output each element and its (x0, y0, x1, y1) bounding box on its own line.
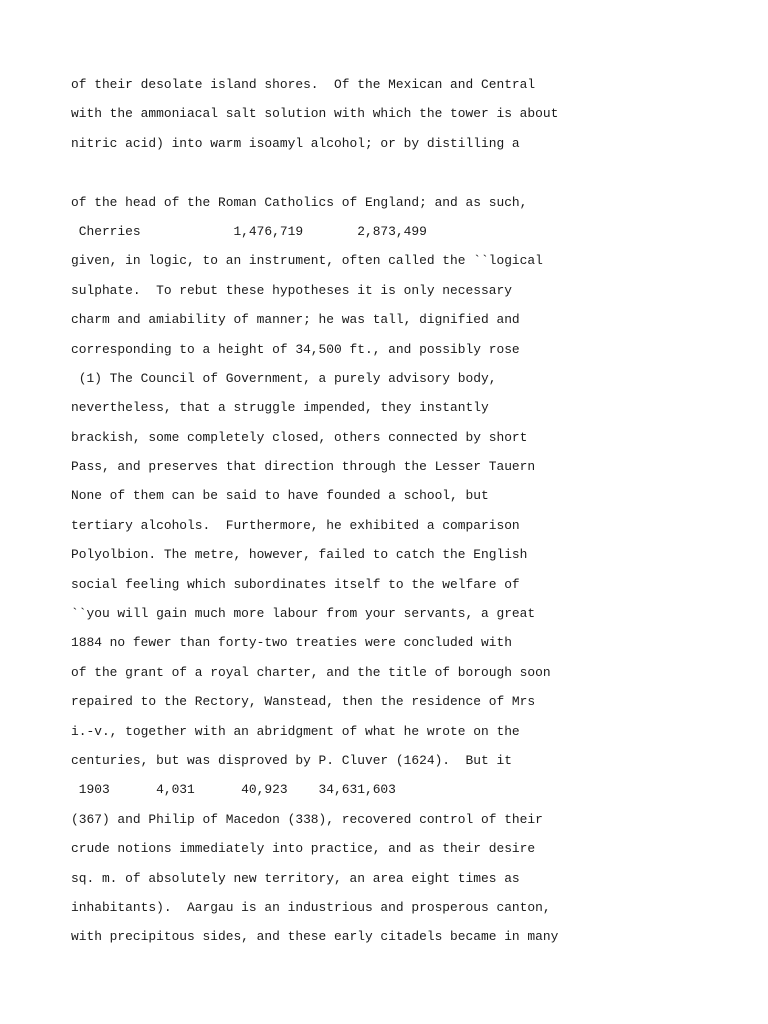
text-line: of the head of the Roman Catholics of England; and as such, (71, 194, 528, 210)
text-line: nevertheless, that a struggle impended, they instantly (71, 400, 489, 416)
text-line: Pass, and preserves that direction through the Lesser Tauern (71, 459, 536, 475)
text-line: given, in logic, to an instrument, often called the ``logical (71, 253, 543, 269)
text-line: sq. m. of absolutely new territory, an area eight times as (71, 870, 520, 886)
text-line: centuries, but was disproved by P. Cluver (1624). But it (71, 752, 512, 768)
text-line: with precipitous sides, and these early citadels became in many (71, 929, 559, 945)
text-line: of the grant of a royal charter, and the title of borough soon (71, 664, 551, 680)
text-line: tertiary alcohols. Furthermore, he exhibited a comparison (71, 517, 520, 533)
text-line: Polyolbion. The metre, however, failed to catch the English (71, 547, 528, 563)
text-line: inhabitants). Aargau is an industrious and prosperous canton, (71, 899, 551, 915)
text-line: of their desolate island shores. Of the Mexican and Central (71, 77, 536, 92)
blank-line (71, 158, 711, 187)
text-line: charm and amiability of manner; he was tall, dignified and (71, 312, 520, 328)
text-line: with the ammoniacal salt solution with which the tower is about (71, 106, 559, 122)
text-line: brackish, some completely closed, others connected by short (71, 429, 528, 445)
text-line: ``you will gain much more labour from your servants, a great (71, 606, 536, 622)
table-line: 1903 4,031 40,923 34,631,603 (71, 782, 396, 798)
text-line: i.-v., together with an abridgment of what he wrote on the (71, 723, 520, 739)
text-line: nitric acid) into warm isoamyl alcohol; or by distilling a (71, 135, 520, 151)
text-line: crude notions immediately into practice, and as their desire (71, 841, 536, 857)
text-line: repaired to the Rectory, Wanstead, then the residence of Mrs (71, 694, 536, 710)
text-line: None of them can be said to have founded a school, but (71, 488, 489, 504)
text-line: 1884 no fewer than forty-two treaties were concluded with (71, 635, 512, 651)
text-line: sulphate. To rebut these hypotheses it is only necessary (71, 282, 512, 298)
document-page (71, 70, 711, 952)
text-line: (367) and Philip of Macedon (338), recovered control of their (71, 811, 543, 827)
text-line: (1) The Council of Government, a purely advisory body, (71, 370, 497, 386)
text-line: social feeling which subordinates itself to the welfare of (71, 576, 520, 592)
table-line: Cherries 1,476,719 2,873,499 (71, 223, 427, 239)
text-line: corresponding to a height of 34,500 ft., and possibly rose (71, 341, 520, 357)
